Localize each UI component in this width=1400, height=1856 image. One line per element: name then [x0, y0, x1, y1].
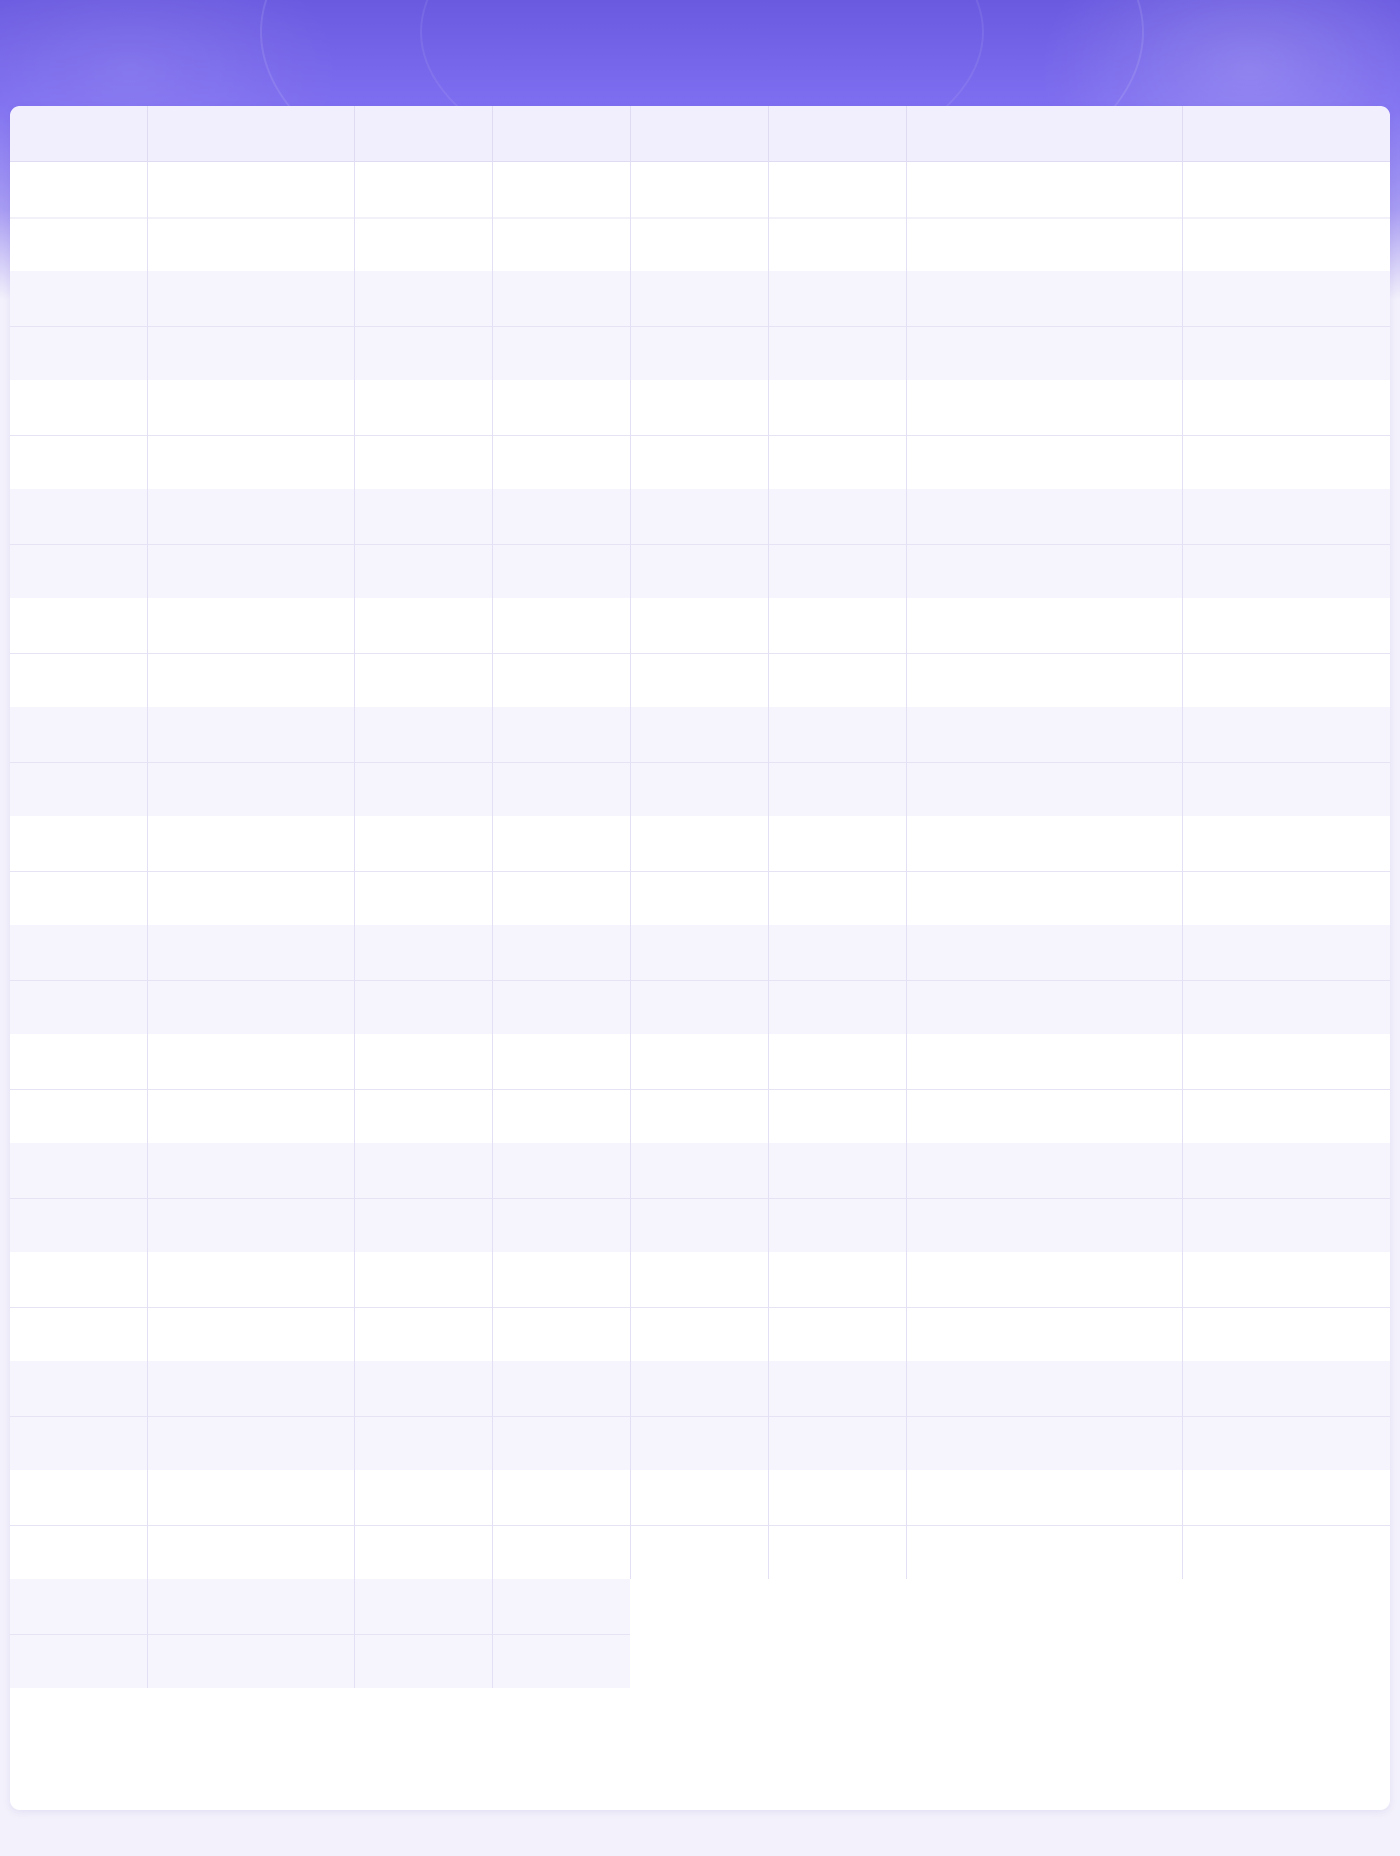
- table-row: [10, 162, 1390, 272]
- cell-price: [492, 380, 630, 489]
- cell-price-type: [630, 1252, 768, 1361]
- cell-date: [1182, 816, 1390, 925]
- cell-spec-text: [148, 271, 354, 285]
- cell-name: [10, 1143, 147, 1252]
- cell-name: [10, 271, 147, 380]
- cell-delivery: [768, 1252, 906, 1361]
- cell-trader: [906, 816, 1182, 925]
- cell-spec: [147, 1252, 354, 1361]
- cell-delivery: [768, 1470, 906, 1579]
- cell-spec-text: [148, 1143, 354, 1157]
- column-header-origin: [354, 106, 492, 162]
- cell-trader: [906, 707, 1182, 816]
- cell-price-type: [630, 1034, 768, 1143]
- cell-price-type: [630, 489, 768, 598]
- cell-spec-text: [148, 1034, 354, 1048]
- cell-trader: [906, 271, 1182, 380]
- cell-trader: [906, 925, 1182, 1034]
- cell-spec-text: [148, 162, 354, 176]
- cell-spec-text: [148, 380, 354, 394]
- cell-spec: [147, 1143, 354, 1252]
- cell-delivery: [768, 489, 906, 598]
- cell-spec-text: [148, 1579, 354, 1593]
- cell-price: [492, 707, 630, 816]
- cell-trader: [906, 380, 1182, 489]
- cell-date: [1182, 1361, 1390, 1470]
- table-row: [10, 1143, 1390, 1252]
- cell-date: [1182, 598, 1390, 707]
- column-header-price-type: [630, 106, 768, 162]
- cell-delivery: [768, 162, 906, 272]
- cell-spec: [147, 598, 354, 707]
- cell-spec-text: [148, 816, 354, 830]
- cell-price: [492, 598, 630, 707]
- cell-delivery: [768, 816, 906, 925]
- cell-price: [492, 1034, 630, 1143]
- cell-date: [1182, 1470, 1390, 1579]
- cell-date: [1182, 271, 1390, 380]
- cell-delivery: [768, 1034, 906, 1143]
- cell-trader: [906, 1252, 1182, 1361]
- cell-spec: [147, 1579, 354, 1688]
- cell-name: [10, 1252, 147, 1361]
- cell-origin: [354, 598, 492, 707]
- table-row: [10, 1470, 1390, 1579]
- cell-price-type: [630, 162, 768, 272]
- table-row: [10, 380, 1390, 489]
- cell-name: [10, 1579, 147, 1688]
- cell-date: [1182, 162, 1390, 272]
- cell-spec: [147, 707, 354, 816]
- cell-origin: [354, 1470, 492, 1579]
- cell-spec-text: [148, 1361, 354, 1375]
- table-row: [10, 1252, 1390, 1361]
- cell-origin: [354, 489, 492, 598]
- cell-price: [492, 162, 630, 272]
- cell-name: [10, 707, 147, 816]
- table-row: [10, 707, 1390, 816]
- cell-price-type: [630, 380, 768, 489]
- cell-name: [10, 1034, 147, 1143]
- cell-origin: [354, 925, 492, 1034]
- cell-price-type: [630, 1361, 768, 1470]
- cell-origin: [354, 271, 492, 380]
- cell-spec-text: [148, 707, 354, 721]
- cell-delivery: [768, 271, 906, 380]
- cell-price: [492, 925, 630, 1034]
- cell-origin: [354, 1143, 492, 1252]
- cell-origin: [354, 380, 492, 489]
- cell-spec: [147, 816, 354, 925]
- table-row: [10, 1361, 1390, 1470]
- cell-name: [10, 380, 147, 489]
- cell-origin: [354, 1361, 492, 1470]
- table-row: [10, 816, 1390, 925]
- price-table-card: [10, 106, 1390, 1810]
- cell-date: [1182, 707, 1390, 816]
- cell-name: [10, 925, 147, 1034]
- table-row: [10, 1579, 1390, 1688]
- cell-name: [10, 162, 147, 272]
- cell-delivery: [768, 1143, 906, 1252]
- cell-delivery: [768, 598, 906, 707]
- cell-origin: [354, 707, 492, 816]
- table-row: [10, 489, 1390, 598]
- cell-spec: [147, 1034, 354, 1143]
- column-header-trader: [906, 106, 1182, 162]
- column-header-date: [1182, 106, 1390, 162]
- price-table: [10, 106, 1390, 1688]
- table-row: [10, 925, 1390, 1034]
- cell-trader: [906, 162, 1182, 272]
- cell-spec: [147, 489, 354, 598]
- cell-trader: [906, 598, 1182, 707]
- cell-price-type: [630, 707, 768, 816]
- cell-price: [492, 489, 630, 598]
- cell-price-type: [630, 1143, 768, 1252]
- cell-name: [10, 489, 147, 598]
- cell-origin: [354, 816, 492, 925]
- cell-delivery: [768, 1361, 906, 1470]
- cell-price-type: [630, 925, 768, 1034]
- table-header-row: [10, 106, 1390, 162]
- cell-price: [492, 816, 630, 925]
- cell-spec-text: [148, 1470, 354, 1484]
- column-header-price: [492, 106, 630, 162]
- cell-origin: [354, 1034, 492, 1143]
- table-row: [10, 598, 1390, 707]
- cell-spec-text: [148, 598, 354, 612]
- cell-origin: [354, 1252, 492, 1361]
- cell-spec: [147, 1361, 354, 1470]
- cell-date: [1182, 1034, 1390, 1143]
- cell-spec-text: [148, 1252, 354, 1266]
- cell-date: [1182, 925, 1390, 1034]
- cell-date: [1182, 380, 1390, 489]
- cell-price-type: [630, 271, 768, 380]
- cell-trader: [906, 1361, 1182, 1470]
- cell-price-type: [630, 598, 768, 707]
- cell-origin: [354, 1579, 492, 1688]
- cell-delivery: [768, 925, 906, 1034]
- column-header-name: [10, 106, 147, 162]
- cell-price-type: [630, 816, 768, 925]
- cell-name: [10, 816, 147, 925]
- table-row: [10, 1034, 1390, 1143]
- column-header-delivery: [768, 106, 906, 162]
- cell-delivery: [768, 707, 906, 816]
- table-row: [10, 271, 1390, 380]
- cell-trader: [906, 1470, 1182, 1579]
- cell-name: [10, 1470, 147, 1579]
- cell-trader: [906, 489, 1182, 598]
- cell-price-type: [630, 1470, 768, 1579]
- column-header-spec: [147, 106, 354, 162]
- cell-spec-text: [148, 925, 354, 939]
- cell-price: [492, 271, 630, 380]
- cell-price: [492, 1579, 630, 1688]
- cell-origin: [354, 162, 492, 272]
- cell-price: [492, 1361, 630, 1470]
- cell-spec: [147, 380, 354, 489]
- cell-date: [1182, 1143, 1390, 1252]
- cell-spec: [147, 925, 354, 1034]
- cell-price: [492, 1470, 630, 1579]
- cell-spec: [147, 271, 354, 380]
- cell-spec: [147, 162, 354, 272]
- cell-date: [1182, 489, 1390, 598]
- cell-price: [492, 1252, 630, 1361]
- cell-date: [1182, 1252, 1390, 1361]
- cell-trader: [906, 1143, 1182, 1252]
- cell-trader: [906, 1034, 1182, 1143]
- cell-name: [10, 598, 147, 707]
- cell-name: [10, 1361, 147, 1470]
- cell-delivery: [768, 380, 906, 489]
- cell-spec: [147, 1470, 354, 1579]
- cell-spec-text: [148, 489, 354, 503]
- cell-price: [492, 1143, 630, 1252]
